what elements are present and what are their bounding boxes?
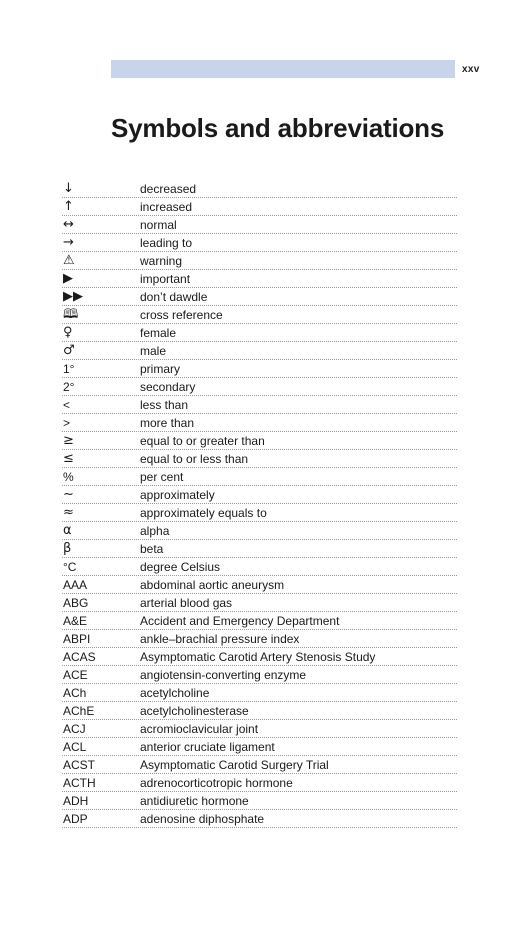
abbreviation-symbol: ≥ (63, 433, 74, 448)
abbreviation-symbol: ACE (63, 668, 88, 682)
abbreviation-symbol: ACTH (63, 776, 96, 790)
list-item (62, 504, 457, 522)
list-item (62, 594, 457, 612)
abbreviation-definition: approximately equals to (140, 506, 267, 520)
abbreviation-definition: angiotensin-converting enzyme (140, 668, 307, 682)
abbreviation-symbol: ▶▶ (63, 289, 83, 304)
abbreviation-definition: degree Celsius (140, 560, 221, 574)
list-item (62, 252, 457, 270)
abbreviation-definition: secondary (140, 380, 196, 394)
abbreviation-symbol: ACh (63, 686, 87, 700)
header-bar (111, 60, 455, 78)
abbreviation-symbol: 🕮 (63, 307, 79, 322)
abbreviation-symbol: ⚠ (63, 253, 75, 268)
abbreviation-symbol: β (63, 541, 72, 556)
abbreviation-symbol: ≤ (63, 451, 74, 466)
list-item (62, 360, 457, 378)
list-item (62, 378, 457, 396)
list-item (62, 684, 457, 702)
list-item (62, 738, 457, 756)
abbreviation-definition: normal (140, 218, 177, 232)
list-item (62, 306, 457, 324)
abbreviation-symbol: ADP (63, 812, 88, 826)
abbreviation-symbol: 1° (63, 362, 75, 376)
abbreviation-symbol: ↔ (63, 217, 74, 232)
list-item (62, 198, 457, 216)
abbreviation-symbol: α (63, 523, 72, 538)
abbreviation-symbol: ACAS (63, 650, 96, 664)
list-item (62, 720, 457, 738)
abbreviation-symbol: ABPI (63, 632, 91, 646)
abbreviation-symbol: °C (63, 560, 77, 574)
page-number: xxv (462, 64, 480, 75)
abbreviation-definition: Asymptomatic Carotid Artery Stenosis Study (140, 650, 376, 664)
list-item (62, 630, 457, 648)
abbreviation-definition: Asymptomatic Carotid Surgery Trial (140, 758, 329, 772)
abbreviation-definition: acromioclavicular joint (140, 722, 259, 736)
abbreviation-definition: primary (140, 362, 181, 376)
list-item (62, 468, 457, 486)
abbreviation-definition: leading to (140, 236, 193, 250)
abbreviation-definition: adrenocorticotropic hormone (140, 776, 293, 790)
list-item (62, 702, 457, 720)
abbreviation-definition: equal to or greater than (140, 434, 265, 448)
abbreviation-definition: male (140, 344, 167, 358)
abbreviation-definition: abdominal aortic aneurysm (140, 578, 285, 592)
list-item (62, 288, 457, 306)
abbreviation-list (62, 180, 457, 828)
list-item (62, 774, 457, 792)
abbreviation-symbol: ABG (63, 596, 89, 610)
list-item (62, 612, 457, 630)
abbreviation-definition: arterial blood gas (140, 596, 233, 610)
abbreviation-symbol: → (63, 235, 74, 250)
list-item (62, 432, 457, 450)
list-item (62, 558, 457, 576)
list-item (62, 396, 457, 414)
abbreviation-symbol: ACL (63, 740, 87, 754)
abbreviation-definition: approximately (140, 488, 215, 502)
abbreviation-symbol: % (63, 470, 74, 484)
abbreviation-symbol: AAA (63, 578, 88, 592)
list-item (62, 666, 457, 684)
list-item (62, 648, 457, 666)
abbreviation-definition: cross reference (140, 308, 223, 322)
abbreviation-symbol: ↓ (63, 181, 74, 196)
abbreviation-symbol: AChE (63, 704, 95, 718)
list-item (62, 756, 457, 774)
list-item (62, 792, 457, 810)
list-item (62, 414, 457, 432)
abbreviation-symbol: ACJ (63, 722, 86, 736)
list-item (62, 180, 457, 198)
abbreviation-definition: anterior cruciate ligament (140, 740, 275, 754)
abbreviation-definition: equal to or less than (140, 452, 249, 466)
abbreviation-definition: acetylcholine (140, 686, 210, 700)
abbreviation-definition: per cent (140, 470, 184, 484)
list-item (62, 324, 457, 342)
abbreviation-symbol: ADH (63, 794, 89, 808)
abbreviation-definition: decreased (140, 182, 197, 196)
abbreviation-symbol: A&E (63, 614, 88, 628)
abbreviation-definition: more than (140, 416, 195, 430)
abbreviation-definition: adenosine diphosphate (140, 812, 265, 826)
page-title: Symbols and abbreviations (111, 113, 445, 144)
abbreviation-definition: important (140, 272, 191, 286)
abbreviation-symbol: 2° (63, 380, 75, 394)
abbreviation-definition: warning (140, 254, 183, 268)
abbreviation-symbol: ≈ (63, 505, 74, 520)
abbreviation-symbol: ▶ (63, 271, 73, 286)
abbreviation-symbol: < (63, 398, 71, 412)
abbreviation-definition: ankle–brachial pressure index (140, 632, 300, 646)
list-item (62, 216, 457, 234)
abbreviation-symbol: > (63, 416, 71, 430)
abbreviation-definition: female (140, 326, 177, 340)
list-item (62, 234, 457, 252)
list-item (62, 342, 457, 360)
abbreviation-symbol: ♂ (63, 343, 75, 358)
abbreviation-symbol: ↑ (63, 199, 74, 214)
abbreviation-definition: beta (140, 542, 164, 556)
abbreviation-definition: Accident and Emergency Department (140, 614, 340, 628)
abbreviation-definition: increased (140, 200, 193, 214)
abbreviation-definition: alpha (140, 524, 170, 538)
abbreviation-definition: don’t dawdle (140, 290, 208, 304)
list-item (62, 450, 457, 468)
list-item (62, 576, 457, 594)
abbreviation-definition: less than (140, 398, 189, 412)
list-item (62, 540, 457, 558)
list-item (62, 486, 457, 504)
abbreviation-definition: acetylcholinesterase (140, 704, 249, 718)
list-item (62, 270, 457, 288)
list-item (62, 522, 457, 540)
abbreviation-symbol: ACST (63, 758, 96, 772)
abbreviation-symbol: ♀ (63, 325, 73, 340)
abbreviation-symbol: ~ (63, 487, 74, 502)
abbreviation-definition: antidiuretic hormone (140, 794, 249, 808)
list-item (62, 810, 457, 828)
